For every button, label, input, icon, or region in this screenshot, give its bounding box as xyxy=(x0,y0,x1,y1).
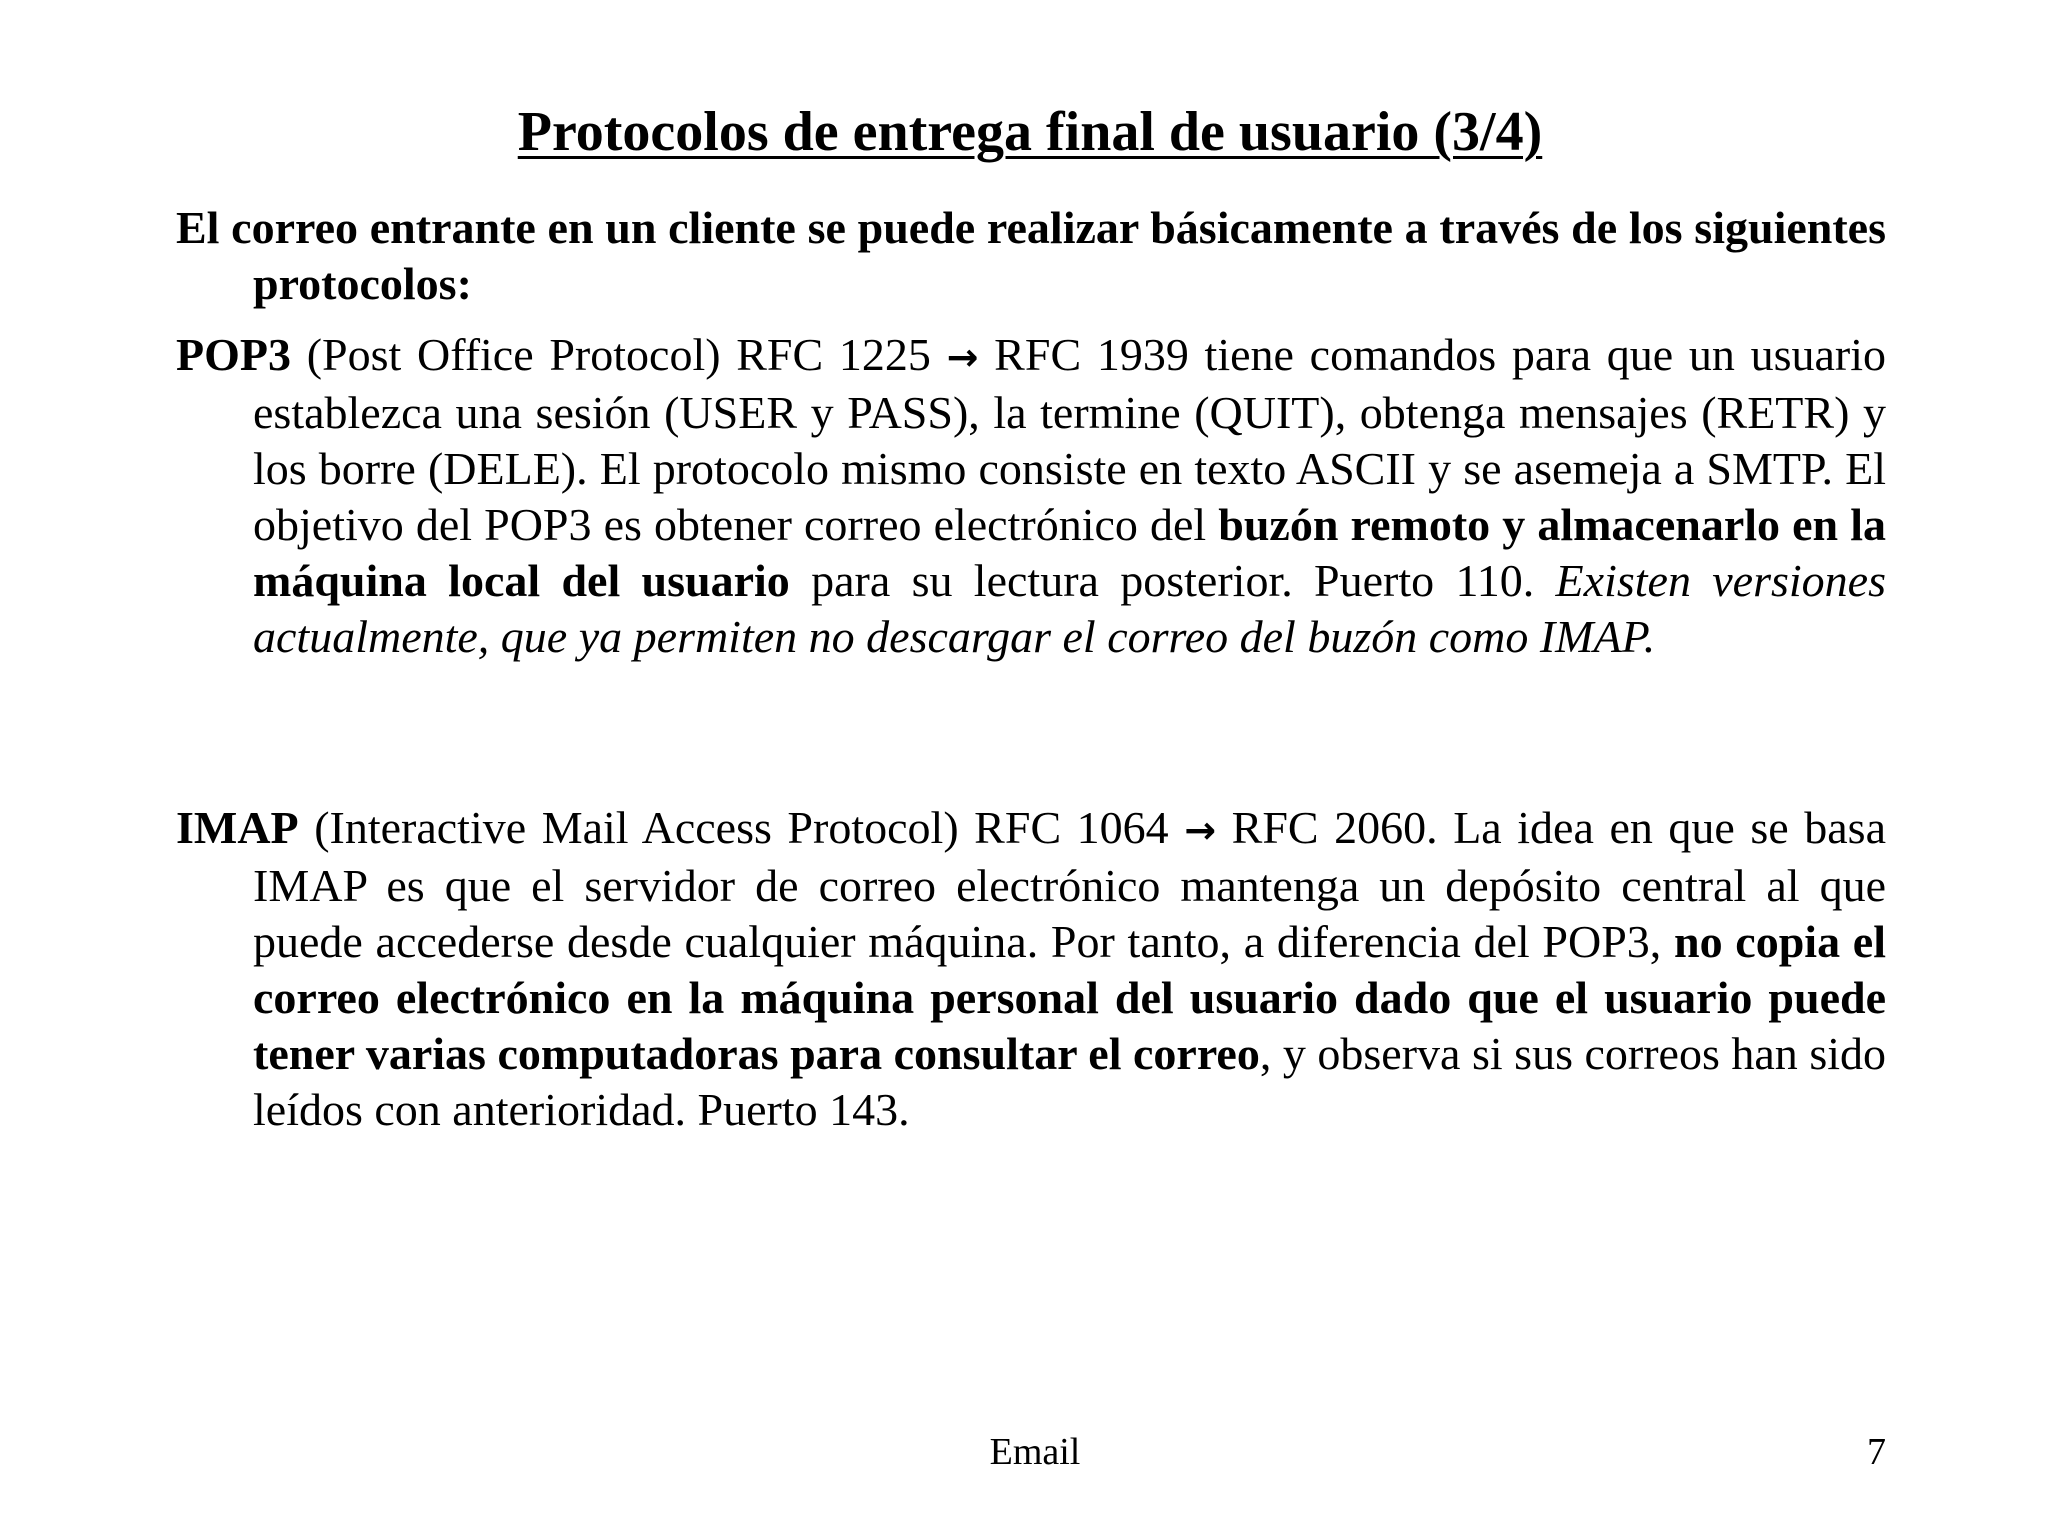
imap-bold-text: no copia el correo electrónico en la máquina personal del usuario dado que el usuario puede tener varias computadoras para consultar el correo xyxy=(253,916,1887,1079)
intro-paragraph: El correo entrante en un cliente se puede realizar básicamente a través de los siguientes protocolos: xyxy=(176,202,1886,309)
page-number: 7 xyxy=(1867,1431,1886,1473)
pop3-bold-text: buzón remoto y almacenarlo en la máquina local del usuario xyxy=(253,499,1886,606)
pop3-text-1: (Post Office Protocol) RFC 1225 xyxy=(290,329,947,380)
arrow-right-icon: → xyxy=(946,335,979,379)
pop3-paragraph xyxy=(176,327,1886,665)
imap-term: IMAP xyxy=(176,802,299,853)
imap-text-2: RFC 2060. La idea en que se basa IMAP es que el servidor de correo electrónico mantenga un depósito central al que puede accederse desde cualquier máquina. Por tanto, a diferencia del POP3, xyxy=(253,802,1886,967)
imap-text-3: , y observa si sus correos han sido leídos con anterioridad. Puerto 143. xyxy=(253,1028,1886,1135)
slide-title: Protocolos de entrega final de usuario (3/4) xyxy=(517,101,1543,163)
imap-paragraph xyxy=(176,800,1886,1138)
imap-text-1: (Interactive Mail Access Protocol) RFC 1064 xyxy=(298,802,1185,853)
pop3-text-2: RFC 1939 tiene comandos para que un usuario establezca una sesión (USER y PASS), la termine (QUIT), obtenga mensajes (RETR) y los borre (DELE). El protocolo mismo consiste en texto ASCII y se asemeja a SMTP. El objetivo del POP3 es obtener correo electrónico del xyxy=(253,329,1886,550)
pop3-italic-text: Existen versiones actualmente, que ya permiten no descargar el correo del buzón como IMAP. xyxy=(253,555,1886,662)
arrow-right-icon: → xyxy=(1184,808,1217,852)
pop3-text-3: para su lectura posterior. Puerto 110. xyxy=(789,555,1556,606)
footer-label: Email xyxy=(989,1431,1081,1473)
pop3-term: POP3 xyxy=(176,329,291,380)
